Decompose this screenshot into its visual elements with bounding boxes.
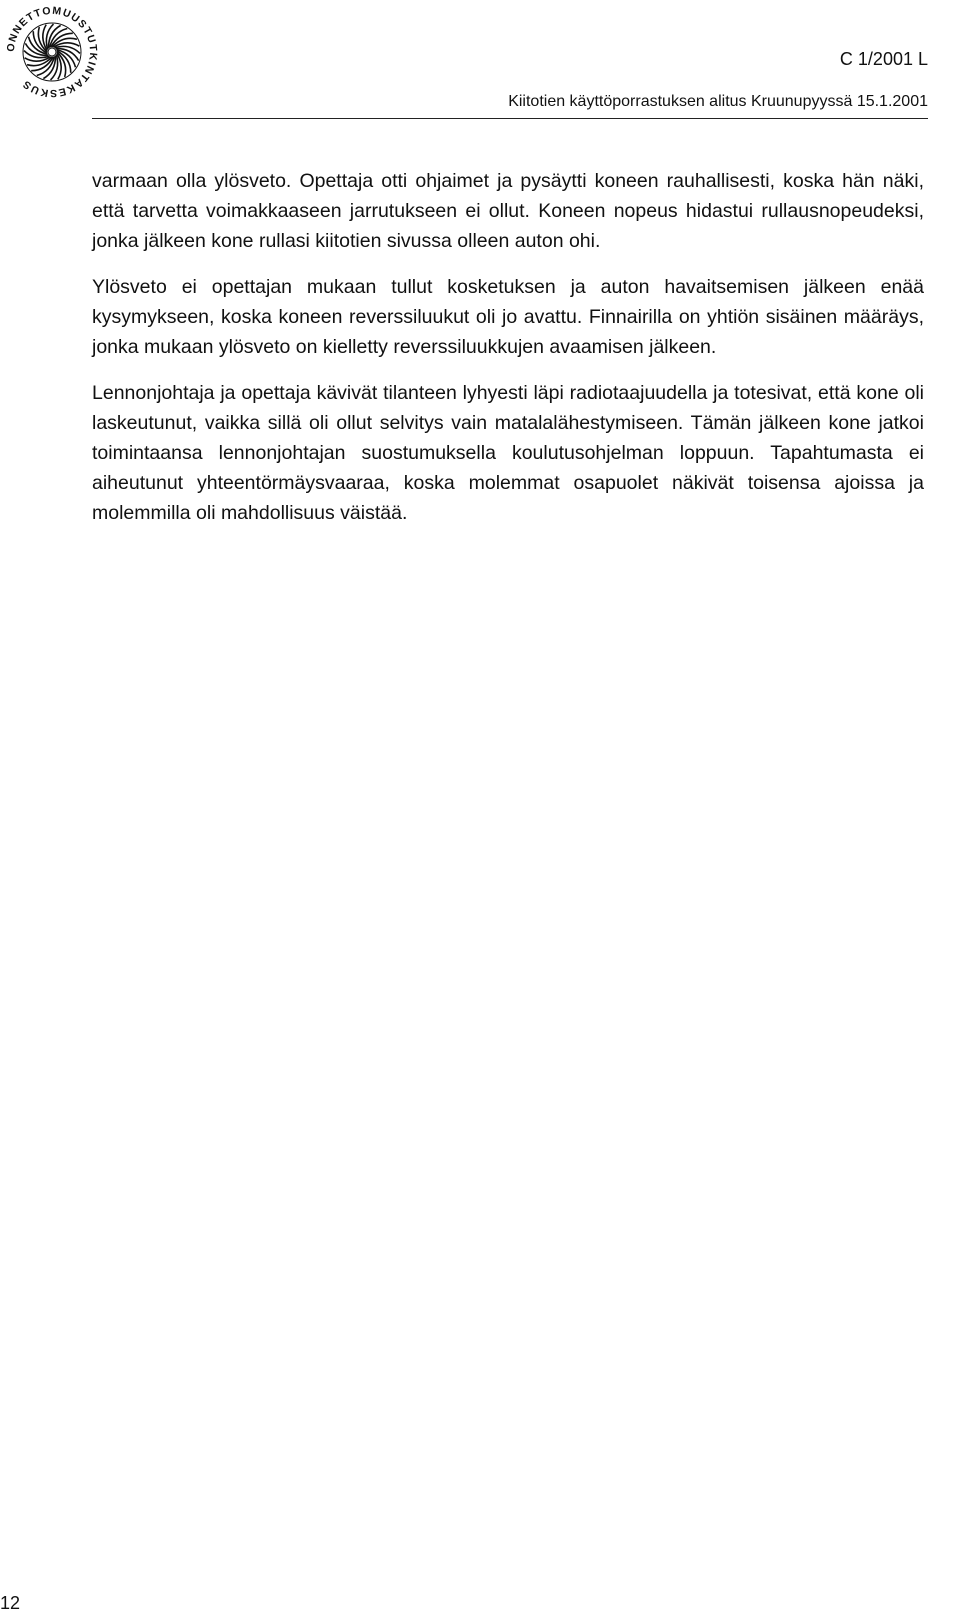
report-id: C 1/2001 L bbox=[839, 49, 928, 69]
paragraph: Ylösveto ei opettajan mukaan tullut kosketuksen ja auton havaitsemisen jälkeen enää kysymykseen, koska koneen reverssiluukut oli jo avattu. Finnairilla on yhtiön sisäinen määräys, jonka mukaan ylösveto on kielletty reverssiluukkujen avaamisen jälkeen. bbox=[92, 276, 924, 358]
header-divider bbox=[92, 118, 928, 119]
logo-ring-text: ONNETTOMUUSTUTKINTAKESKUS bbox=[4, 4, 100, 100]
onnettomuustutkintakeskus-logo bbox=[4, 4, 100, 100]
body-text bbox=[92, 166, 924, 544]
report-subtitle: Kiitotien käyttöporrastuksen alitus Kruunupyyssä 15.1.2001 bbox=[508, 93, 928, 110]
page-number: 12 bbox=[0, 1593, 21, 1613]
paragraph: Lennonjohtaja ja opettaja kävivät tilanteen lyhyesti läpi radiotaajuudella ja totesivat, että kone oli laskeutunut, vaikka sillä oli ollut selvitys vain matalalähestymiseen. Tämän jälkeen kone jatkoi toimintaansa lennonjohtajan suostumuksella koulutusohjelman loppuun. Tapahtumasta ei aiheutunut yhteentörmäysvaaraa, koska molemmat osapuolet näkivät toisensa ajoissa ja molemmilla oli mahdollisuus väistää. bbox=[92, 382, 924, 524]
paragraph: varmaan olla ylösveto. Opettaja otti ohjaimet ja pysäytti koneen rauhallisesti, koska hän näki, että tarvetta voimakkaaseen jarrutukseen ei ollut. Koneen nopeus hidastui rullausnopeudeksi, jonka jälkeen kone rullasi kiitotien sivussa olleen auton ohi. bbox=[92, 170, 924, 252]
